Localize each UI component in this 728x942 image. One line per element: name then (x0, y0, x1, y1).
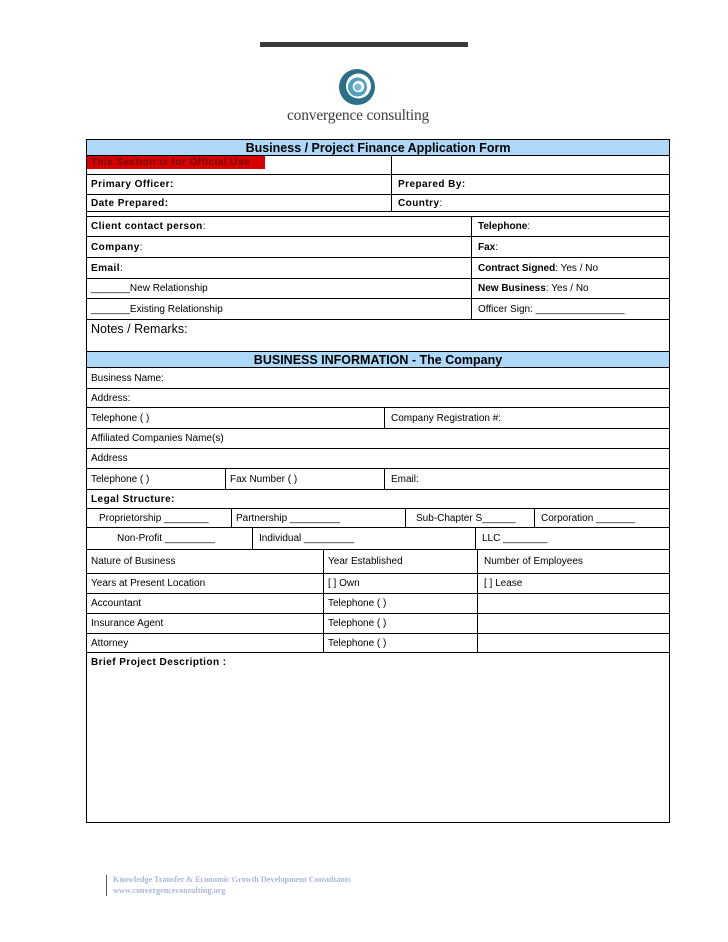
client-contact-label: Client contact person (91, 221, 203, 232)
new-business-options: : Yes / No (545, 283, 589, 294)
primary-officer-field[interactable]: Primary Officer: (91, 179, 174, 190)
country-field[interactable]: Country : (398, 197, 443, 209)
accountant-telephone-field[interactable]: Telephone ( ) (328, 598, 387, 609)
year-established-field[interactable]: Year Established (328, 556, 403, 567)
non-profit-option[interactable]: Non-Profit _________ (117, 533, 215, 544)
own-checkbox[interactable]: [ ] Own (328, 578, 360, 589)
company-registration-field[interactable]: Company Registration #: (391, 412, 502, 424)
business-telephone-field[interactable]: Telephone ( ) (91, 412, 150, 424)
brand-name: convergence consulting (287, 107, 430, 124)
officer-sign-field[interactable]: Officer Sign: ________________ (478, 303, 625, 315)
telephone-label: Telephone (478, 221, 528, 232)
footer-tagline: Knowledge Transfer & Economic Growth Development Consultants (113, 875, 351, 884)
fax-field[interactable]: Fax : (478, 241, 499, 253)
individual-option[interactable]: Individual _________ (259, 533, 355, 544)
attorney-telephone-field[interactable]: Telephone ( ) (328, 637, 387, 649)
contract-signed-field[interactable] (472, 258, 669, 278)
address-field[interactable]: Address: (91, 392, 131, 404)
application-form (86, 139, 670, 823)
footer (106, 875, 351, 896)
affiliated-telephone-field[interactable]: Telephone ( ) (91, 473, 150, 485)
sub-chapter-s-option[interactable]: Sub-Chapter S______ (416, 512, 516, 524)
company-field[interactable]: Company : (91, 241, 143, 253)
top-rule (260, 42, 468, 47)
contract-signed-label: Contract Signed (478, 262, 556, 274)
years-at-location-field[interactable]: Years at Present Location (91, 578, 206, 589)
email-field[interactable]: Email : (91, 262, 124, 274)
corporation-option[interactable]: Corporation _______ (541, 512, 635, 524)
insurance-telephone-field[interactable]: Telephone ( ) (328, 618, 387, 629)
business-info-title: BUSINESS INFORMATION - The Company (87, 352, 669, 367)
notes-field[interactable]: Notes / Remarks: (91, 322, 188, 336)
country-label: Country (398, 197, 440, 209)
prepared-by-field[interactable]: Prepared By: (398, 179, 466, 190)
llc-option[interactable]: LLC ________ (482, 533, 548, 544)
proprietorship-option[interactable]: Proprietorship ________ (99, 512, 209, 524)
legal-structure-label: Legal Structure: (91, 493, 175, 505)
attorney-field[interactable]: Attorney (91, 637, 129, 649)
accountant-field[interactable]: Accountant (91, 598, 142, 609)
affiliated-companies-field[interactable]: Affiliated Companies Name(s) (91, 433, 224, 444)
client-contact-field[interactable]: Client contact person : (91, 221, 206, 232)
brief-project-description-field[interactable]: Brief Project Description : (91, 657, 227, 668)
company-label: Company (91, 241, 140, 253)
nature-of-business-field[interactable]: Nature of Business (91, 556, 176, 567)
number-of-employees-field[interactable]: Number of Employees (484, 556, 583, 567)
fax-label: Fax (478, 241, 496, 253)
business-name-field[interactable]: Business Name: (91, 372, 164, 384)
partnership-option[interactable]: Partnership _________ (236, 512, 340, 524)
affiliated-email-field[interactable]: Email: (391, 473, 419, 485)
official-use-label: This Section is for Official Use (87, 156, 265, 169)
email-label: Email (91, 262, 120, 274)
new-business-label: New Business (478, 283, 546, 294)
new-business-field[interactable] (472, 279, 669, 298)
fax-number-field[interactable]: Fax Number ( ) (230, 473, 298, 485)
date-prepared-field[interactable]: Date Prepared: (91, 197, 169, 209)
form-title: Business / Project Finance Application Form (87, 140, 669, 155)
contract-signed-options: : Yes / No (555, 262, 599, 274)
spiral-logo-icon (338, 68, 376, 106)
footer-website-link[interactable]: www.convergenceconsulting.org (113, 885, 226, 895)
lease-checkbox[interactable]: [ ] Lease (484, 578, 523, 589)
new-relationship-field[interactable]: _______New Relationship (91, 283, 208, 294)
telephone-field[interactable]: Telephone : (478, 221, 531, 232)
existing-relationship-field[interactable]: _______Existing Relationship (91, 303, 223, 315)
affiliated-address-field[interactable]: Address (91, 453, 128, 464)
insurance-agent-field[interactable]: Insurance Agent (91, 618, 164, 629)
